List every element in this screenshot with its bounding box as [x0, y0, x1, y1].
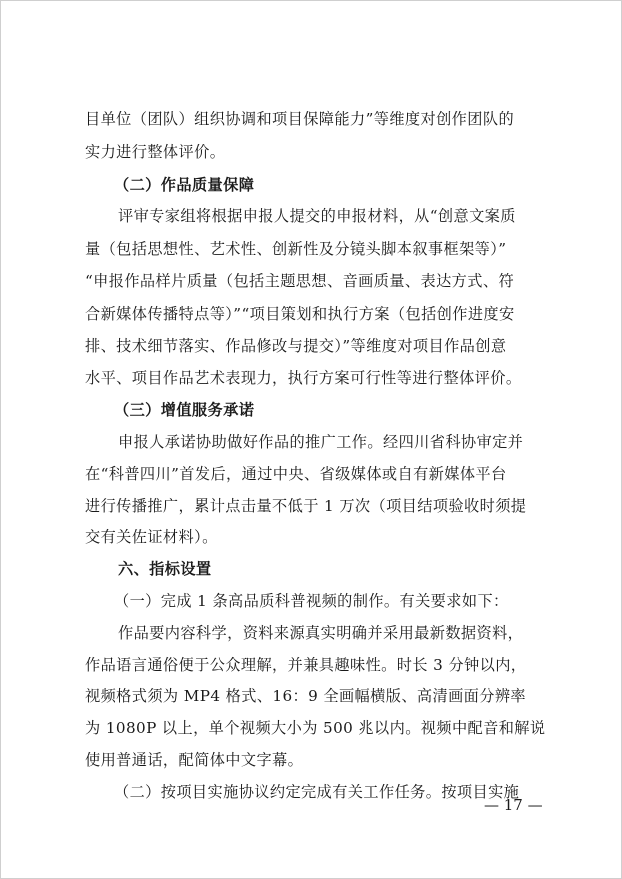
body-text-line: 排、技术细节落实、作品修改与提交）”等维度对项目作品创意	[85, 337, 507, 355]
section-heading-indicators: 六、指标设置	[118, 560, 212, 578]
body-text-line: （一）完成 1 条高品质科普视频的制作。有关要求如下：	[114, 592, 509, 610]
body-text-line: 进行传播推广，累计点击量不低于 1 万次（项目结项验收时须提	[85, 497, 527, 515]
body-text-line: 在“科普四川”首发后，通过中央、省级媒体或自有新媒体平台	[85, 465, 507, 483]
page-number: — 17 —	[484, 796, 543, 814]
body-text-line: 作品语言通俗便于公众理解，并兼具趣味性。时长 3 分钟以内，	[85, 656, 527, 674]
body-text-line: 水平、项目作品艺术表现力，执行方案可行性等进行整体评价。	[85, 369, 522, 387]
body-text-line: 作品要内容科学，资料来源真实明确并采用最新数据资料，	[118, 624, 524, 642]
section-heading-service: （三）增值服务承诺	[114, 401, 255, 419]
body-text-line: 评审专家组将根据申报人提交的申报材料，从“创意文案质	[118, 207, 516, 225]
body-text-line: 交有关佐证材料）。	[85, 528, 218, 546]
body-text-line: 量（包括思想性、艺术性、创新性及分镜头脚本叙事框架等）”	[85, 240, 507, 258]
body-text-line: 目单位（团队）组织协调和项目保障能力”等维度对创作团队的	[85, 110, 515, 128]
body-text-line: 为 1080P 以上，单个视频大小为 500 兆以内。视频中配音和解说	[85, 719, 546, 737]
body-text-line: “申报作品样片质量（包括主题思想、音画质量、表达方式、符	[85, 272, 515, 290]
body-text-line: 视频格式须为 MP4 格式、16：9 全画幅横版、高清画面分辨率	[85, 687, 527, 705]
body-text-line: 使用普通话，配简体中文字幕。	[85, 751, 304, 769]
body-text-line: 合新媒体传播特点等）”“项目策划和执行方案（包括创作进度安	[85, 305, 515, 323]
body-text-line: 申报人承诺协助做好作品的推广工作。经四川省科协审定并	[118, 433, 524, 451]
body-text-line: （二）按项目实施协议约定完成有关工作任务。按项目实施	[114, 783, 520, 801]
body-text-line: 实力进行整体评价。	[85, 143, 226, 161]
section-heading-quality: （二）作品质量保障	[114, 176, 255, 194]
